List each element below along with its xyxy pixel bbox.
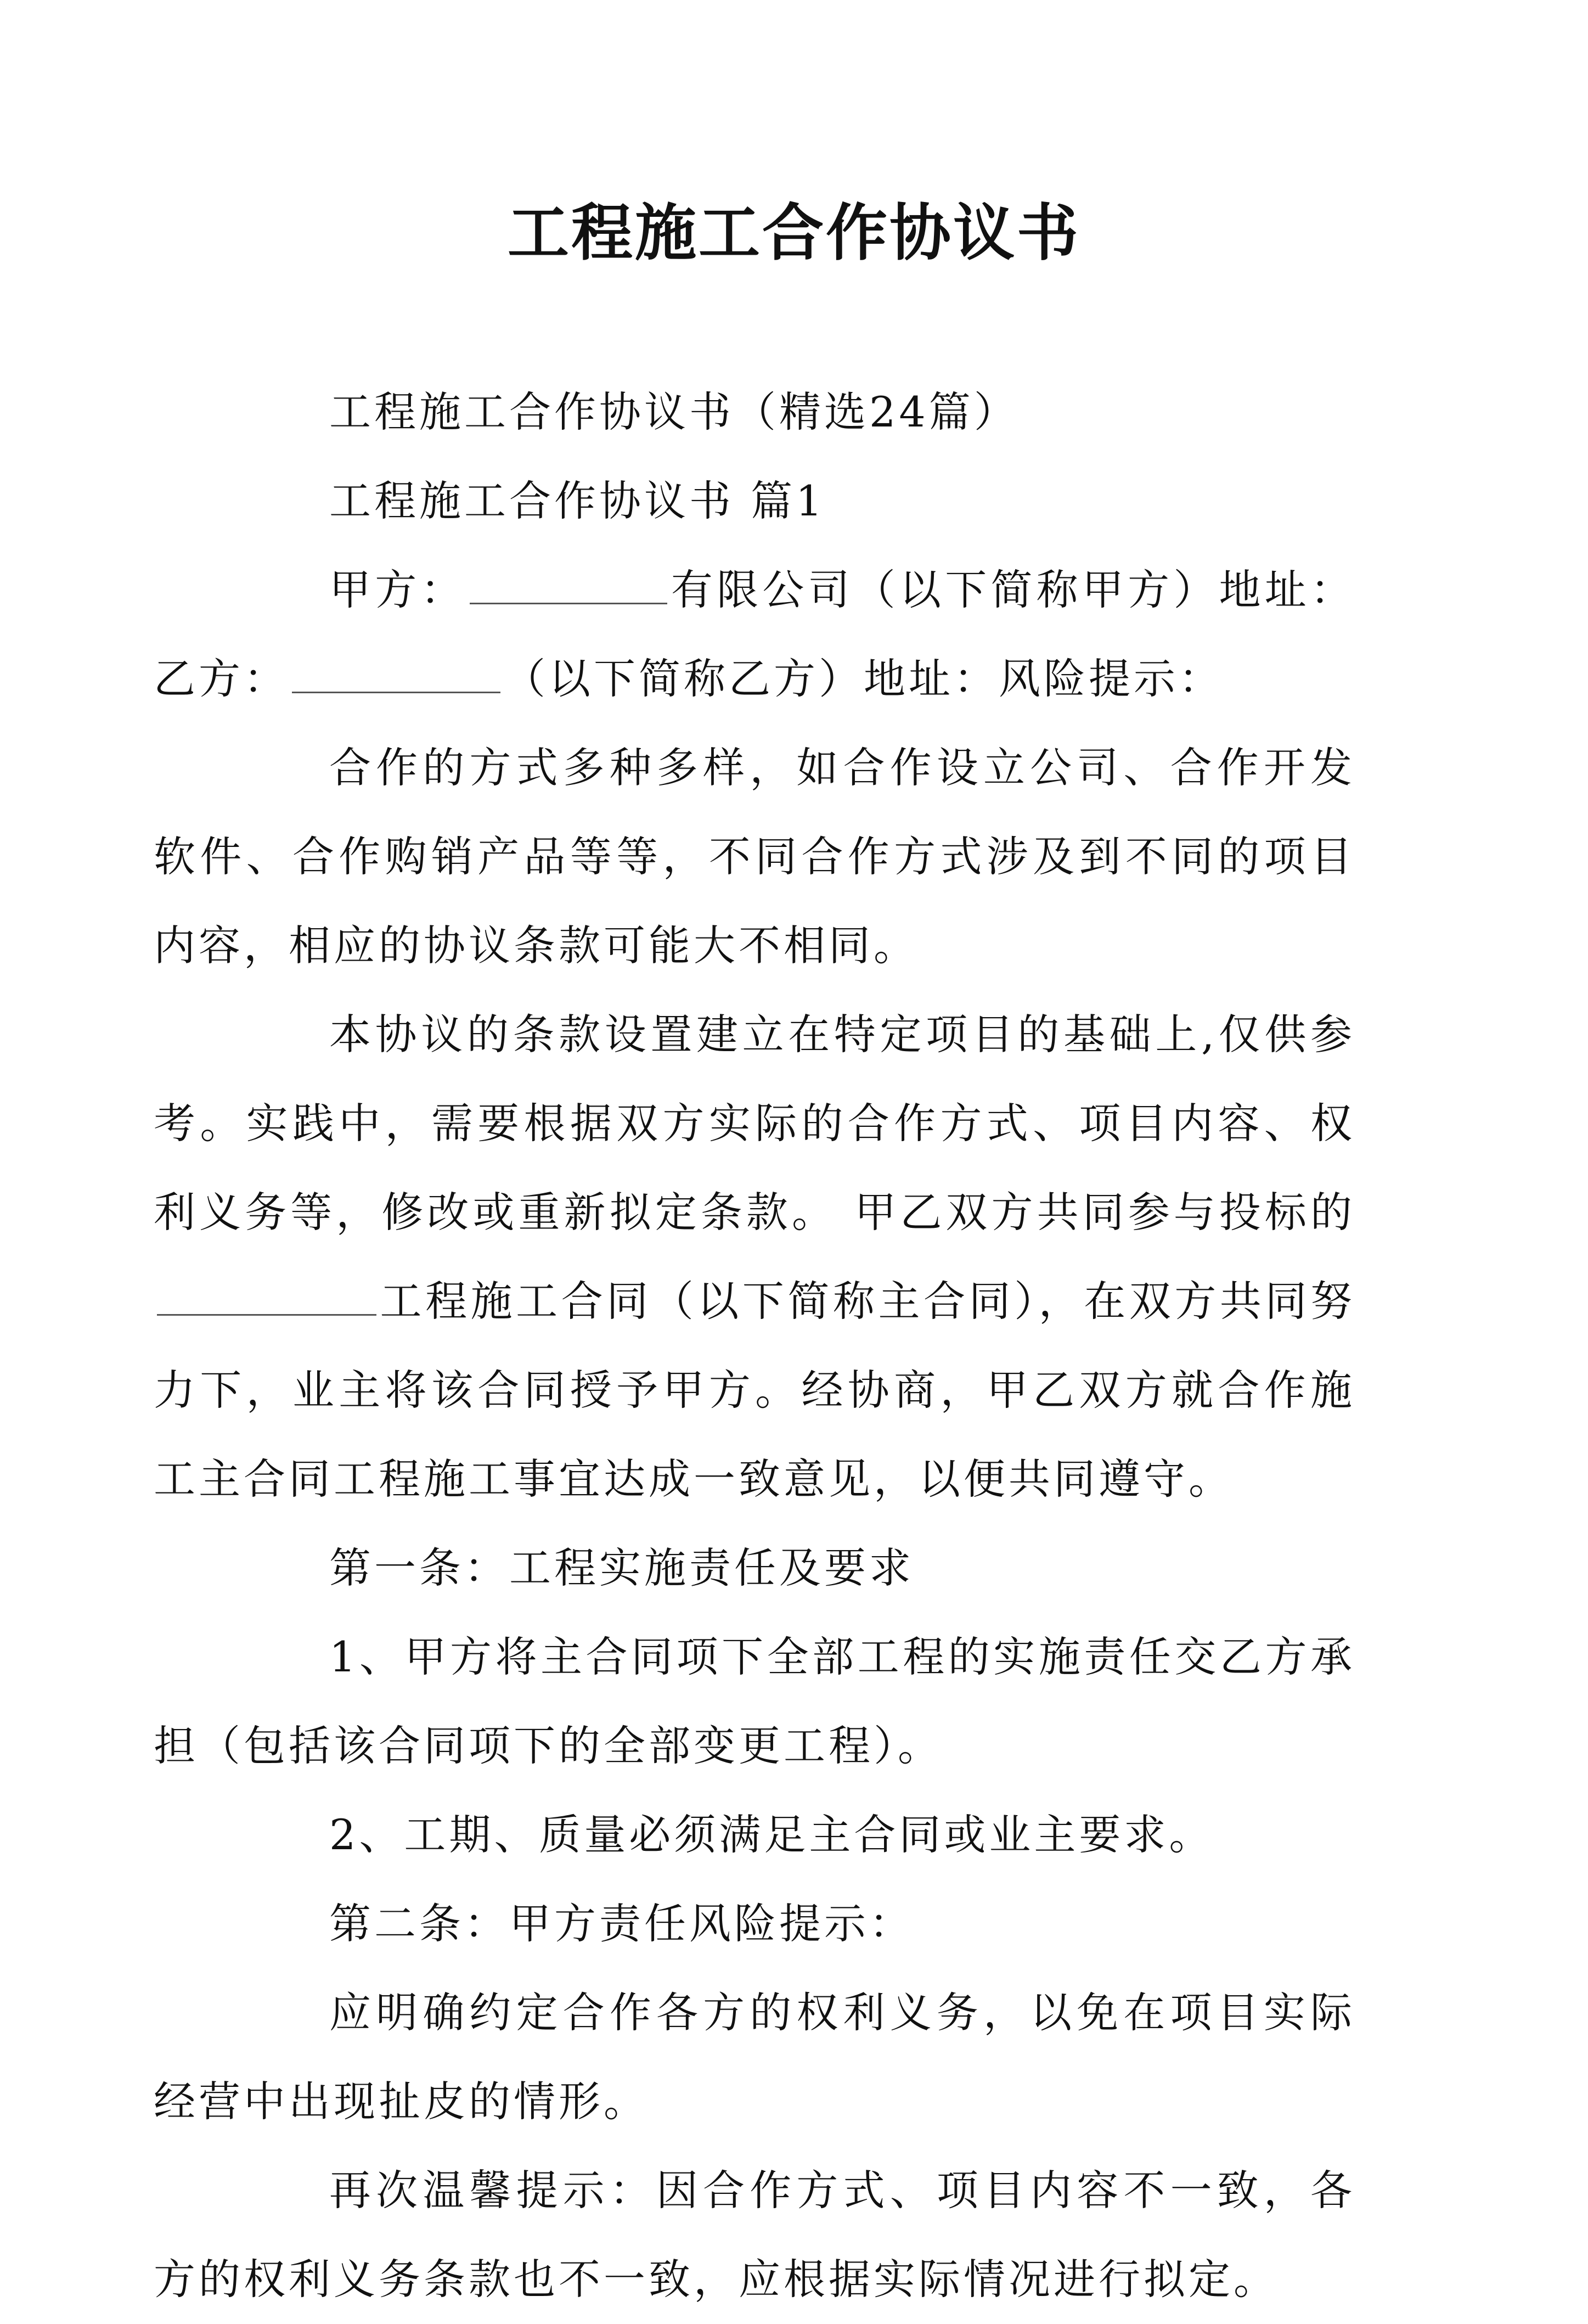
paragraph-chapter-heading: 工程施工合作协议书 篇1 [329, 476, 826, 525]
party-a-text: 有限公司（以下简称甲方）地址：乙方： [154, 565, 1356, 703]
paragraph-risk-note: 应明确约定合作各方的权利义务，以免在项目实际经营中出现扯皮的情形。 [154, 1988, 1355, 2126]
paragraph-reminder: 再次温馨提示：因合作方式、项目内容不一致，各方的权利义务条款也不一致，应根据实际情况进行拟定。 [154, 2166, 1355, 2304]
party-a-label: 甲方： [329, 565, 466, 614]
paragraph-parties [154, 546, 1355, 723]
paragraph-clause-1: 1、甲方将主合同项下全部工程的实施责任交乙方承担（包括该合同项下的全部变更工程）。 [154, 1632, 1355, 1770]
paragraph-cooperation: 合作的方式多种多样，如合作设立公司、合作开发软件、合作购销产品等等，不同合作方式涉及到不同的项目内容，相应的协议条款可能大不相同。 [154, 743, 1355, 970]
party-b-text: （以下简称乙方）地址：风险提示： [504, 654, 1224, 703]
paragraph-terms [154, 990, 1355, 1524]
party-a-blank [470, 564, 667, 604]
project-name-blank [157, 1276, 376, 1316]
paragraph-article-1: 第一条：工程实施责任及要求 [329, 1543, 914, 1592]
paragraph-clause-2: 2、工期、质量必须满足主合同或业主要求。 [329, 1810, 1214, 1859]
document-title: 工程施工合作协议书 [508, 197, 1080, 269]
paragraph-subtitle: 工程施工合作协议书（精选24篇） [329, 388, 1019, 436]
terms-text-b: 工程施工合同（以下简称主合同），在双方共同努力下，业主将该合同授予甲方。经协商，甲乙双方就合作施工主合同工程施工事宜达成一致意见，以便共同遵守。 [154, 1277, 1355, 1503]
document-body [154, 368, 1356, 2324]
terms-text-a: 本协议的条款设置建立在特定项目的基础上,仅供参考。实践中，需要根据双方实际的合作方式、项目内容、权利义务等，修改或重新拟定条款。 甲乙双方共同参与投标的 [154, 1010, 1355, 1237]
party-b-blank [292, 653, 500, 693]
paragraph-article-2: 第二条：甲方责任风险提示： [329, 1899, 914, 1948]
